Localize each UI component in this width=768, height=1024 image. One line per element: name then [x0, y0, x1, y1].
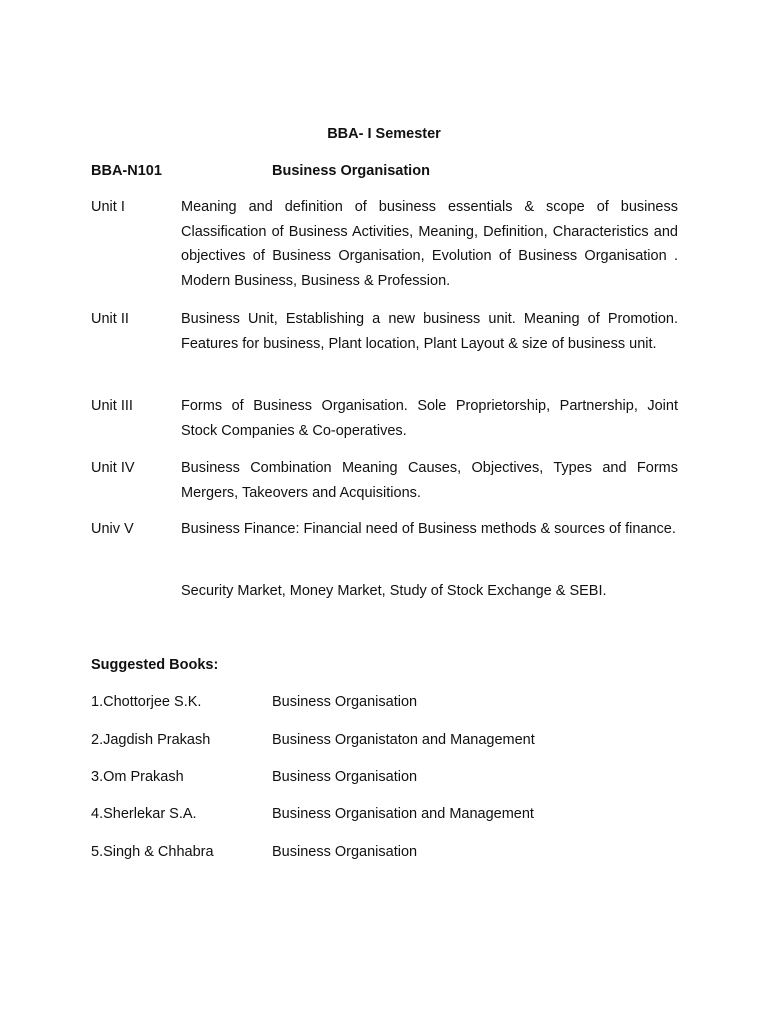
unit-description: Meaning and definition of business essentials & scope of business Classification of Business Activities, Meaning, Definition, Characteristics and objectives of Business Organisation, Evolution of Business Organisation . Modern Business, Business & Profession. [181, 199, 678, 290]
book-title: Business Organisation [272, 844, 418, 860]
book-author: 5.Singh & Chhabra [91, 844, 214, 860]
suggested-books-heading: Suggested Books: [91, 657, 219, 673]
unit-label: Unit III [91, 398, 133, 414]
unit-description: Forms of Business Organisation. Sole Proprietorship, Partnership, Joint Stock Companies & Co-operatives. [181, 398, 678, 439]
book-author: 3.Om Prakash [91, 769, 184, 785]
semester-title: BBA- I Semester [327, 126, 441, 142]
unit-label: Unit I [91, 199, 125, 215]
book-title: Business Organisation and Management [272, 806, 534, 822]
book-author: 2.Jagdish Prakash [91, 732, 211, 748]
unit-label: Unit IV [91, 460, 135, 476]
book-title: Business Organistaton and Management [272, 732, 535, 748]
unit-extra-topics: Security Market, Money Market, Study of Stock Exchange & SEBI. [181, 583, 607, 599]
unit-label: Univ V [91, 521, 134, 537]
course-code: BBA-N101 [91, 163, 162, 179]
unit-description: Business Finance: Financial need of Business methods & sources of finance. [181, 521, 676, 537]
unit-description: Business Unit, Establishing a new business unit. Meaning of Promotion. Features for business, Plant location, Plant Layout & size of business unit. [181, 311, 678, 352]
course-name: Business Organisation [272, 163, 430, 179]
book-title: Business Organisation [272, 769, 418, 785]
book-author: 4.Sherlekar S.A. [91, 806, 197, 822]
book-title: Business Organisation [272, 694, 418, 710]
unit-description: Business Combination Meaning Causes, Objectives, Types and Forms Mergers, Takeovers and Acquisitions. [181, 460, 678, 501]
book-author: 1.Chottorjee S.K. [91, 694, 202, 710]
unit-label: Unit II [91, 311, 129, 327]
